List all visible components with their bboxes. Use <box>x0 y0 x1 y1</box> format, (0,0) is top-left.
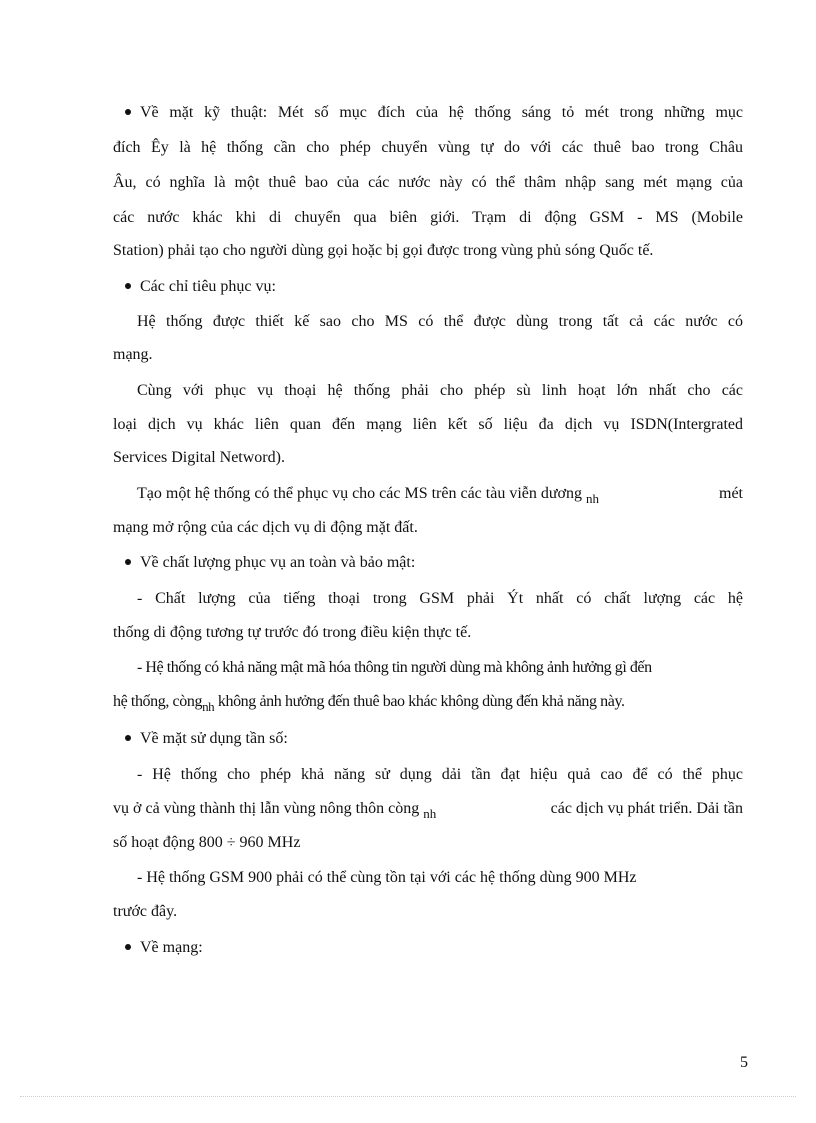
bullet-network: Về mạng: <box>113 938 743 958</box>
paragraph-isdn-line-2: loại dịch vụ khác liên quan đến mạng liên kết số liệu đa dịch vụ ISDN(Intergrated <box>113 416 743 433</box>
paragraph-ships-line-1: Tạo một hệ thống có thể phục vụ cho các MS trên các tàu viễn dương $_{nh}$ mét <box>137 485 743 506</box>
bullet-icon <box>125 559 131 565</box>
paragraph-ms-line-1: Hệ thống được thiết kế sao cho MS có thể được dùng trong tất cả các nước có <box>137 313 743 330</box>
bullet-icon <box>125 283 131 289</box>
page-number: 5 <box>740 1054 748 1071</box>
paragraph-frequency-line-3: số hoạt động 800 ÷ 960 MHz <box>113 834 301 851</box>
paragraph-encryption-line-1: - Hệ thống có khả năng mật mã hóa thông tin người dùng mà không ảnh hưởng gì đến <box>137 659 652 676</box>
subscript-fragment: nh <box>586 491 599 506</box>
paragraph-technical-line-1: Về mặt kỹ thuật: Mét số mục đích của hệ thống sáng tỏ mét trong những mục <box>113 103 743 123</box>
bullet-service-criteria: Các chỉ tiêu phục vụ: <box>113 277 743 297</box>
paragraph-technical-line-2: đích Êy là hệ thống cần cho phép chuyển vùng tự do với các thuê bao trong Châu <box>113 139 743 156</box>
bullet-icon <box>125 944 131 950</box>
paragraph-voice-quality-line-2: thống di động tương tự trước đó trong điều kiện thực tế. <box>113 624 472 641</box>
subscript-fragment: nh <box>202 699 215 714</box>
paragraph-isdn-line-3: Services Digital Netword). <box>113 449 285 466</box>
paragraph-gsm900-line-2: trước đây. <box>113 903 178 920</box>
bullet-quality-security: Về chất lượng phục vụ an toàn và bảo mật: <box>113 553 743 573</box>
paragraph-ships-line-2: mạng mở rộng của các dịch vụ di động mặt đất. <box>113 519 418 536</box>
paragraph-frequency-line-2: vụ ở cả vùng thành thị lẫn vùng nông thôn còng $_{nh}$ các dịch vụ phát triển. Dải tần <box>113 800 743 821</box>
paragraph-technical-line-5: Station) phải tạo cho người dùng gọi hoặc bị gọi được trong vùng phủ sóng Quốc tế. <box>113 242 654 259</box>
paragraph-gsm900-line-1: - Hệ thống GSM 900 phải có thể cùng tồn tại với các hệ thống dùng 900 MHz <box>137 869 637 886</box>
paragraph-technical-line-4: các nước khác khi di chuyển qua biên giới. Trạm di động GSM - MS (Mobile <box>113 209 743 226</box>
bullet-icon <box>125 735 131 741</box>
subscript-fragment: nh <box>423 806 437 821</box>
paragraph-ms-line-2: mạng. <box>113 346 153 363</box>
bullet-frequency-usage: Về mặt sử dụng tần số: <box>113 729 743 749</box>
paragraph-technical-line-3: Âu, có nghĩa là một thuê bao của các nước này có thể thâm nhập sang mét mạng của <box>113 174 743 191</box>
paragraph-frequency-line-1: - Hệ thống cho phép khả năng sử dụng dải tần đạt hiệu quả cao để có thể phục <box>137 766 743 783</box>
paragraph-encryption-line-2: hệ thống, còng$_{nh}$ không ảnh hưởng đến thuê bao khác không dùng đến khả năng này. <box>113 693 625 714</box>
bullet-icon <box>125 109 131 115</box>
page-bottom-divider <box>20 1096 796 1097</box>
paragraph-voice-quality-line-1: - Chất lượng của tiếng thoại trong GSM phải Ýt nhất có chất lượng các hệ <box>137 590 743 607</box>
paragraph-isdn-line-1: Cùng với phục vụ thoại hệ thống phải cho phép sù linh hoạt lớn nhất cho các <box>137 382 743 399</box>
